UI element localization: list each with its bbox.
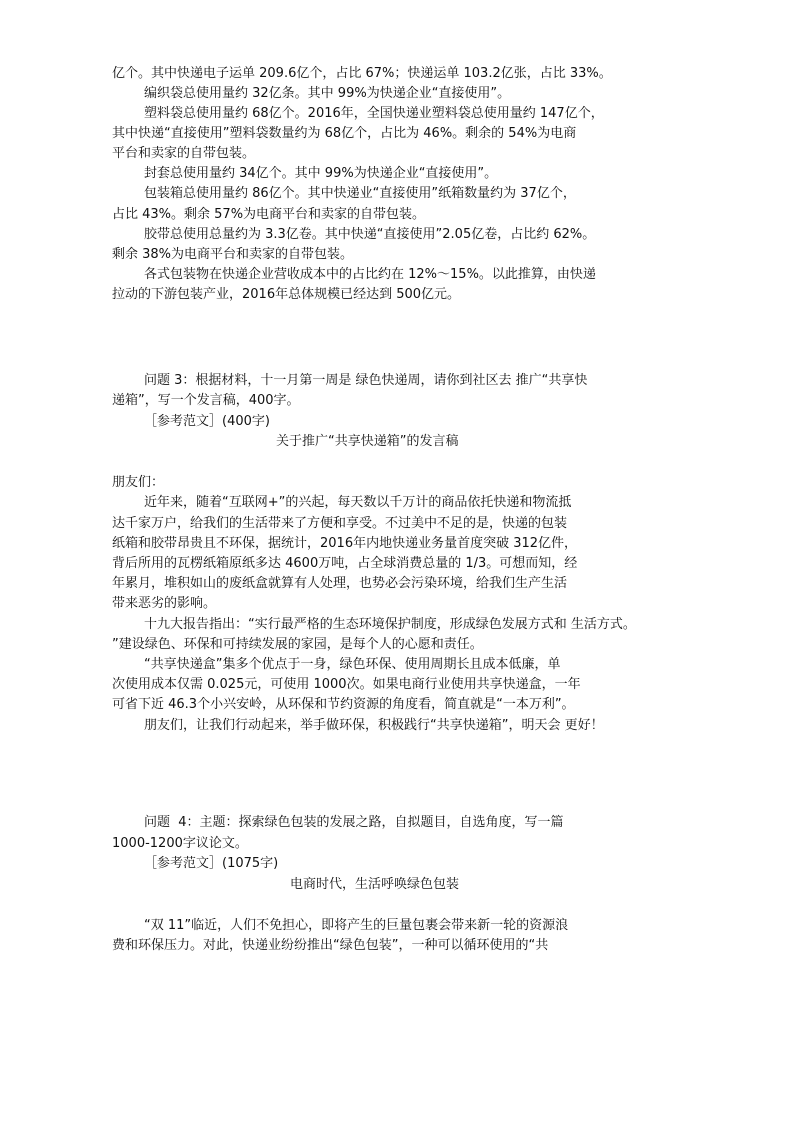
paragraph-line: 平台和卖家的自带包装。 (112, 146, 256, 161)
paragraph-line: 胶带总使用总量约为 3.3亿卷。其中快递“直接使用”2.05亿卷，占比约 62%。 (144, 227, 596, 242)
speech-line: 朋友们，让我们行动起来，举手做环保，积极践行“共享快递箱”，明天会 更好！ (144, 718, 604, 733)
speech-line: 背后所用的瓦楞纸箱原纸多达 4600万吨，占全球消费总量的 1/3。可想而知，经 (112, 556, 578, 571)
paragraph-line: 占比 43%。剩余 57%为电商平台和卖家的自带包装。 (112, 207, 426, 222)
speech-line: 近年来，随着“互联网+”的兴起，每天数以千万计的商品依托快递和物流抵 (144, 495, 572, 510)
question-4-line: 问题 4：主题：探索绿色包装的发展之路，自拟题目，自选角度，写一篇 (144, 815, 564, 830)
speech-line: 十九大报告指出：“实行最严格的生态环境保护制度，形成绿色发展方式和 生活方式。 (144, 617, 636, 632)
question-4-line: 1000-1200字议论文。 (112, 836, 248, 851)
paragraph-line: 亿个。其中快递电子运单 209.6亿个，占比 67%；快递运单 103.2亿张，占比 33%。 (112, 66, 612, 81)
paragraph-line: 拉动的下游包装产业，2016年总体规模已经达到 500亿元。 (112, 287, 461, 302)
speech-line: 次使用成本仅需 0.025元，可使用 1000次。如果电商行业使用共享快递盒，一年 (112, 677, 581, 692)
question-3-line: 递箱”，写一个发言稿，400字。 (112, 393, 300, 408)
speech-line: “共享快递盒”集多个优点于一身，绿色环保、使用周期长且成本低廉，单 (144, 657, 561, 672)
speech-line: 年累月，堆积如山的废纸盒就算有人处理，也势必会污染环境，给我们生产生活 (112, 576, 568, 591)
essay-line: “双 11”临近，人们不免担心，即将产生的巨量包裹会带来新一轮的资源浪 (144, 918, 569, 933)
speech-line: 纸箱和胶带昂贵且不环保，据统计，2016年内地快递业务量首度突破 312亿件， (112, 536, 578, 551)
speech-line: 达千家万户，给我们的生活带来了方便和享受。不过美中不足的是，快递的包装 (112, 516, 568, 531)
essay-title: 关于推广“共享快递箱”的发言稿 (276, 434, 459, 449)
paragraph-line: 封套总使用量约 34亿个。其中 99%为快递企业“直接使用”。 (144, 166, 498, 181)
paragraph-line: 塑料袋总使用量约 68亿个。2016年，全国快递业塑料袋总使用量约 147亿个， (144, 106, 604, 121)
paragraph-line: 编织袋总使用量约 32亿条。其中 99%为快递企业“直接使用”。 (144, 86, 511, 101)
question-3-line: 问题 3：根据材料，十一月第一周是 绿色快递周，请你到社区去 推广“共享快 (144, 373, 588, 388)
greeting: 朋友们： (112, 475, 165, 490)
speech-line: ”建设绿色、环保和可持续发展的家园，是每个人的心愿和责任。 (112, 637, 483, 652)
essay-title: 电商时代，生活呼唤绿色包装 (290, 877, 460, 892)
speech-line: 带来恶劣的影响。 (112, 596, 217, 611)
reference-label: ［参考范文］(400字) (144, 414, 270, 429)
paragraph-line: 剩余 38%为电商平台和卖家的自带包装。 (112, 247, 354, 262)
paragraph-line: 包装箱总使用量约 86亿个。其中快递业“直接使用”纸箱数量约为 37亿个， (144, 186, 576, 201)
paragraph-line: 其中快递“直接使用”塑料袋数量约为 68亿个，占比为 46%。剩余的 54%为电商 (112, 126, 577, 141)
speech-line: 可省下近 46.3个小兴安岭，从环保和节约资源的角度看，简直就是“一本万利”。 (112, 697, 575, 712)
paragraph-line: 各式包装物在快递企业营收成本中的占比约在 12%～15%。以此推算，由快递 (144, 267, 596, 282)
reference-label: ［参考范文］(1075字) (144, 856, 279, 871)
essay-line: 费和环保压力。对此，快递业纷纷推出“绿色包装”，一种可以循环使用的“共 (112, 938, 549, 953)
